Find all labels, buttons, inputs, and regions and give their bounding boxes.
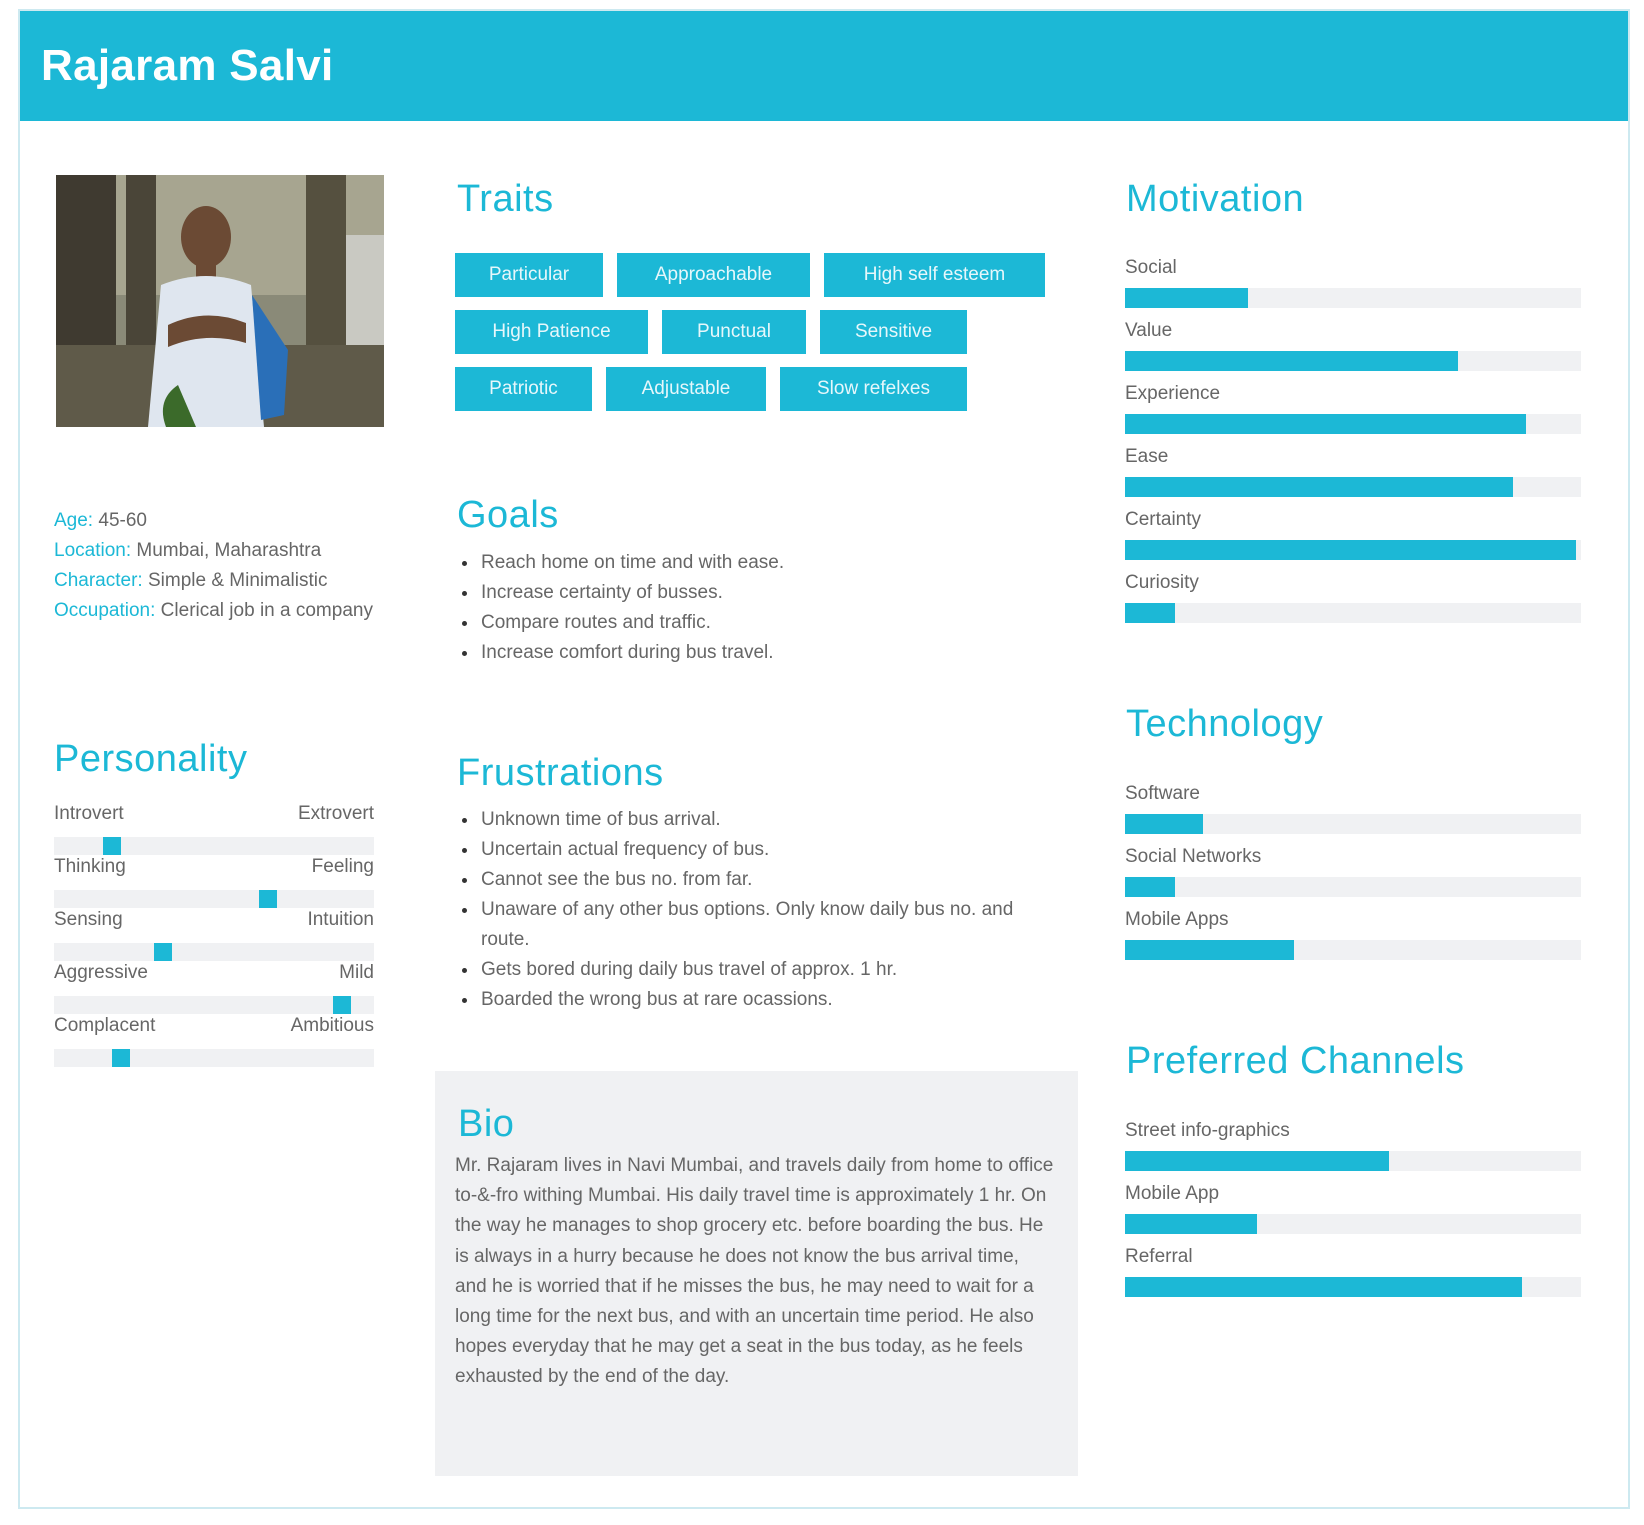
bio-title: Bio xyxy=(458,1103,515,1145)
bar-row: Curiosity xyxy=(1125,572,1581,635)
bar-fill xyxy=(1125,940,1294,960)
bar-row: Certainty xyxy=(1125,509,1581,572)
frustrations-list xyxy=(455,805,1049,1015)
technology-title: Technology xyxy=(1126,703,1324,745)
bar-row: Mobile Apps xyxy=(1125,909,1581,972)
bar-fill xyxy=(1125,351,1458,371)
personality-scales xyxy=(54,803,374,1068)
header-bar xyxy=(20,11,1628,121)
bar-fill xyxy=(1125,877,1175,897)
bar-fill xyxy=(1125,477,1513,497)
list-item: • Reach home on time and with ease. xyxy=(479,548,1079,578)
personality-scale: Complacent Ambitious xyxy=(54,1015,374,1068)
list-item: • Unknown time of bus arrival. xyxy=(479,805,1049,835)
list-item: • Increase certainty of busses. xyxy=(479,578,1079,608)
scale-marker xyxy=(259,890,277,908)
bar-row: Experience xyxy=(1125,383,1581,446)
bar-fill xyxy=(1125,288,1248,308)
bar-row: Value xyxy=(1125,320,1581,383)
persona-info xyxy=(54,506,384,626)
scale-marker xyxy=(333,996,351,1014)
trait-tag: Patriotic xyxy=(455,367,592,411)
trait-tag: Slow refelxes xyxy=(780,367,967,411)
bar-row: Social xyxy=(1125,257,1581,320)
list-item: • Uncertain actual frequency of bus. xyxy=(479,835,1049,865)
info-occupation: Occupation: Clerical job in a company xyxy=(54,600,373,621)
motivation-bars xyxy=(1125,257,1581,635)
bar-fill xyxy=(1125,814,1203,834)
info-character: Character: Simple & Minimalistic xyxy=(54,570,328,591)
channels-bars xyxy=(1125,1120,1581,1309)
trait-tag: Punctual xyxy=(662,310,806,354)
bar-row: Social Networks xyxy=(1125,846,1581,909)
trait-tag: High self esteem xyxy=(824,253,1045,297)
bar-row: Software xyxy=(1125,783,1581,846)
persona-name: Rajaram Salvi xyxy=(41,41,334,90)
trait-tag: Sensitive xyxy=(820,310,967,354)
trait-tag: Adjustable xyxy=(606,367,766,411)
personality-scale: Sensing Intuition xyxy=(54,909,374,962)
bar-row: Ease xyxy=(1125,446,1581,509)
list-item: • Compare routes and traffic. xyxy=(479,608,1079,638)
list-item: • Gets bored during daily bus travel of approx. 1 hr. xyxy=(479,955,1049,985)
info-age: Age: 45-60 xyxy=(54,510,147,531)
bio-panel xyxy=(435,1071,1078,1476)
frustrations-title: Frustrations xyxy=(457,752,664,794)
persona-photo xyxy=(56,175,384,427)
bar-row: Street info-graphics xyxy=(1125,1120,1581,1183)
bar-fill xyxy=(1125,414,1526,434)
bar-fill xyxy=(1125,603,1175,623)
scale-marker xyxy=(154,943,172,961)
personality-scale: Aggressive Mild xyxy=(54,962,374,1015)
trait-tag: Approachable xyxy=(617,253,810,297)
personality-scale: Introvert Extrovert xyxy=(54,803,374,856)
bar-fill xyxy=(1125,1151,1389,1171)
trait-tag: Particular xyxy=(455,253,603,297)
bar-fill xyxy=(1125,540,1576,560)
bar-row: Referral xyxy=(1125,1246,1581,1309)
personality-scale: Thinking Feeling xyxy=(54,856,374,909)
list-item: • Increase comfort during bus travel. xyxy=(479,638,1079,668)
technology-bars xyxy=(1125,783,1581,972)
traits-tags xyxy=(455,253,1075,424)
info-location: Location: Mumbai, Maharashtra xyxy=(54,540,322,561)
channels-title: Preferred Channels xyxy=(1126,1040,1465,1082)
scale-marker xyxy=(112,1049,130,1067)
list-item: • Boarded the wrong bus at rare ocassions. xyxy=(479,985,1049,1015)
motivation-title: Motivation xyxy=(1126,178,1305,220)
bio-text: Mr. Rajaram lives in Navi Mumbai, and travels daily from home to office to-&-fro withing Mumbai. His daily travel time is approximately 1 hr. On the way he manages to shop grocery etc. before boarding the bus. He is always in a hurry because he does not know the bus arrival time, and he is worried that if he misses the bus, he may need to wait for a long time for the next bus, and with an uncertain time period. He also hopes everyday that he may get a seat in the bus today, as he feels exhausted by the end of the day. xyxy=(455,1155,1054,1388)
goals-list xyxy=(455,548,1079,668)
personality-title: Personality xyxy=(54,738,248,780)
scale-marker xyxy=(103,837,121,855)
bar-row: Mobile App xyxy=(1125,1183,1581,1246)
list-item: • Cannot see the bus no. from far. xyxy=(479,865,1049,895)
trait-tag: High Patience xyxy=(455,310,648,354)
bar-fill xyxy=(1125,1214,1257,1234)
list-item: • Unaware of any other bus options. Only know daily bus no. and route. xyxy=(479,895,1049,955)
traits-title: Traits xyxy=(457,178,554,220)
goals-title: Goals xyxy=(457,494,559,536)
bar-fill xyxy=(1125,1277,1522,1297)
